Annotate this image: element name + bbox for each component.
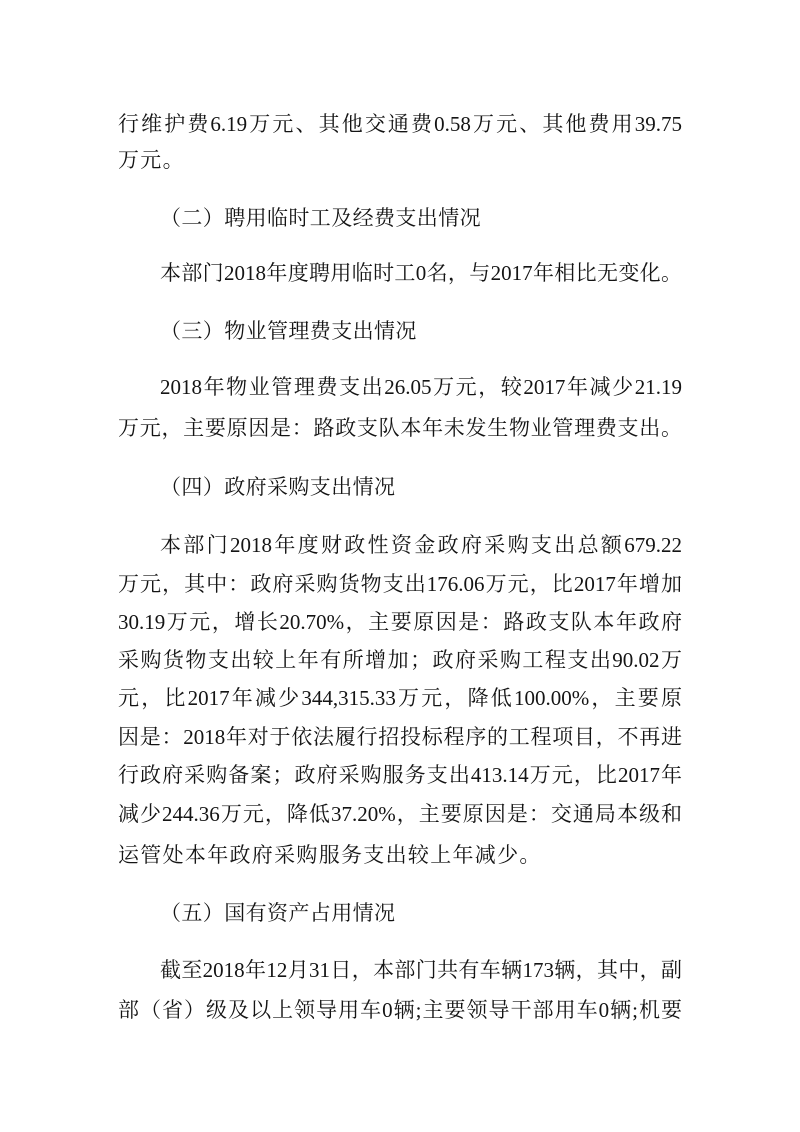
section-heading: （三）物业管理费支出情况: [160, 319, 417, 343]
paragraph-line: 本部门2018年度聘用临时工0名，与2017年相比无变化。: [160, 261, 682, 285]
paragraph-line: 采购货物支出较上年有所增加；政府采购工程支出90.02万: [118, 648, 682, 672]
section-heading: （二）聘用临时工及经费支出情况: [160, 206, 481, 230]
paragraph-line: 元，比2017年减少344,315.33万元，降低100.00%，主要原: [118, 686, 682, 710]
paragraph-line: 2018年物业管理费支出26.05万元，较2017年减少21.19: [160, 375, 682, 399]
paragraph-line: 30.19万元，增长20.70%，主要原因是：路政支队本年政府: [118, 610, 682, 634]
paragraph-line: 部（省）级及以上领导用车0辆;主要领导干部用车0辆;机要: [118, 998, 682, 1022]
paragraph-line: 减少244.36万元，降低37.20%，主要原因是：交通局本级和: [118, 802, 682, 826]
paragraph-line: 行政府采购备案；政府采购服务支出413.14万元，比2017年: [118, 763, 682, 787]
paragraph-line: 本部门2018年度财政性资金政府采购支出总额679.22: [160, 533, 682, 557]
paragraph-line: 截至2018年12月31日，本部门共有车辆173辆，其中，副: [160, 958, 682, 982]
paragraph-line: 运管处本年政府采购服务支出较上年减少。: [118, 843, 542, 867]
section-heading: （五）国有资产占用情况: [160, 901, 396, 925]
paragraph-line: 行维护费6.19万元、其他交通费0.58万元、其他费用39.75: [118, 112, 682, 136]
paragraph-line: 因是：2018年对于依法履行招投标程序的工程项目，不再进: [118, 725, 682, 749]
paragraph-line: 万元。: [118, 148, 185, 172]
section-heading: （四）政府采购支出情况: [160, 475, 396, 499]
paragraph-line: 万元，主要原因是：路政支队本年未发生物业管理费支出。: [118, 416, 682, 440]
paragraph-line: 万元，其中：政府采购货物支出176.06万元，比2017年增加: [118, 572, 682, 596]
